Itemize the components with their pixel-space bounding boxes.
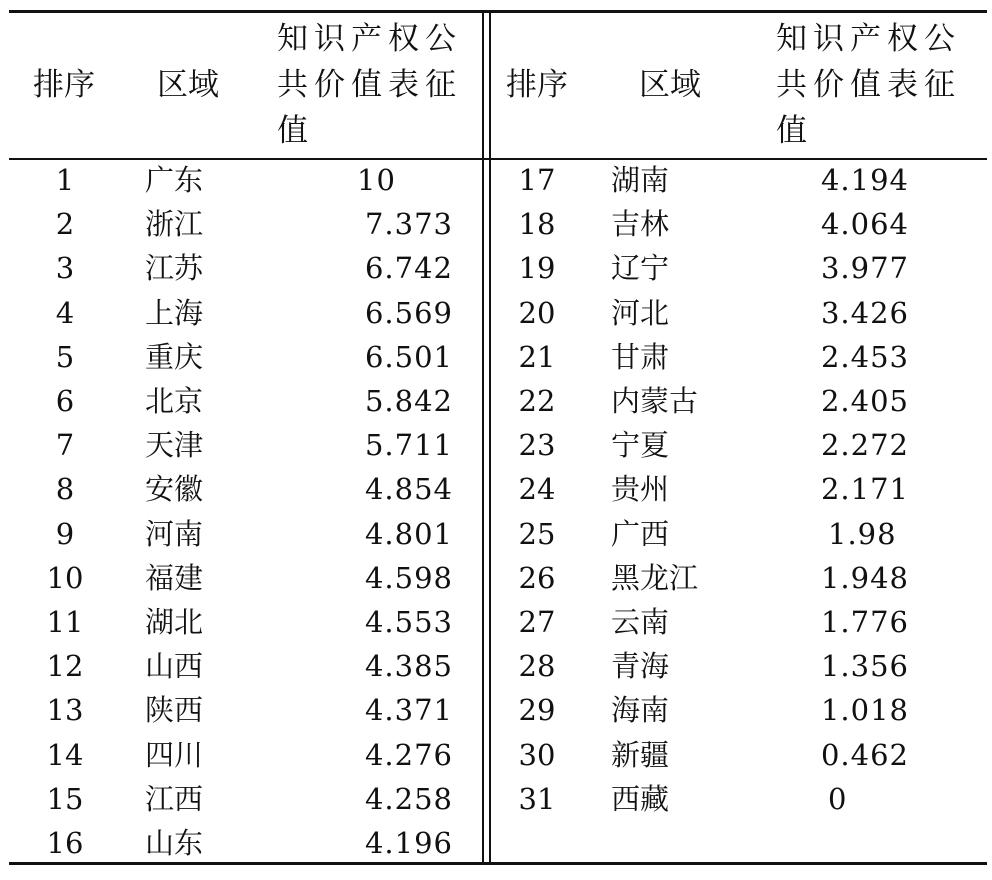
- table-cell-rank: 26: [518, 560, 556, 595]
- table-cell-rank: 1: [55, 163, 75, 197]
- table-cell-region: 陕西: [145, 693, 204, 728]
- table-cell-value: 4.801: [364, 516, 453, 551]
- table-cell-value: 1.776: [820, 605, 909, 639]
- table-cell-value: 2.453: [820, 339, 909, 374]
- table-cell-rank: 16: [46, 826, 84, 860]
- table-cell-value: 4.385: [364, 649, 453, 684]
- table-cell-region: 福建: [145, 560, 204, 595]
- table-cell-region: 山东: [145, 826, 204, 860]
- table-cell-region: 甘肃: [611, 339, 670, 374]
- table-cell-region: 广东: [145, 163, 204, 197]
- table-cell-region: 四川: [145, 737, 204, 772]
- table-cell-region: 青海: [611, 649, 670, 684]
- table-cell-region: 海南: [611, 693, 670, 728]
- table-cell-value: 1.356: [820, 649, 909, 684]
- table-cell-value: 0: [828, 781, 848, 816]
- table-cell-rank: 3: [55, 251, 75, 286]
- table-cell-rank: 12: [46, 649, 84, 684]
- column-divider: [482, 10, 484, 865]
- table-cell-region: 新疆: [611, 737, 670, 772]
- column-divider: [489, 10, 491, 865]
- table-cell-region: 辽宁: [611, 251, 670, 286]
- table-cell-value: 4.064: [820, 207, 909, 242]
- table-cell-region: 内蒙古: [611, 384, 699, 418]
- header-rank-right: 排序: [506, 67, 568, 103]
- table-cell-region: 江苏: [145, 251, 204, 286]
- table-cell-rank: 17: [518, 163, 556, 197]
- table-cell-rank: 28: [518, 649, 556, 684]
- table-cell-rank: 5: [55, 339, 75, 374]
- table-cell-value: 1.018: [820, 693, 909, 728]
- table-cell-value: 2.405: [820, 384, 909, 418]
- header-value-left: 知识产权公共价值表征值: [277, 21, 462, 149]
- ranking-table: [9, 10, 987, 866]
- table-cell-rank: 15: [46, 781, 84, 816]
- table-cell-value: 4.196: [364, 826, 453, 860]
- table-cell-region: 黑龙江: [611, 560, 699, 595]
- table-cell-value: 6.569: [364, 295, 453, 330]
- table-cell-value: 4.371: [364, 693, 453, 728]
- table-cell-rank: 10: [46, 560, 84, 595]
- table-cell-value: 4.553: [364, 605, 453, 639]
- table-cell-value: 4.854: [364, 472, 453, 507]
- table-cell-rank: 4: [55, 295, 75, 330]
- table-cell-rank: 9: [55, 516, 75, 551]
- table-cell-region: 西藏: [611, 781, 670, 816]
- table-cell-region: 贵州: [611, 472, 670, 507]
- table-cell-value: 5.842: [364, 384, 453, 418]
- table-cell-region: 广西: [611, 516, 670, 551]
- table-cell-value: 4.258: [364, 781, 453, 816]
- table-cell-region: 宁夏: [611, 428, 670, 463]
- table-cell-rank: 21: [518, 339, 556, 374]
- table-cell-region: 吉林: [611, 207, 670, 242]
- table-cell-value: 7.373: [364, 207, 453, 242]
- table-cell-rank: 22: [518, 384, 556, 418]
- table-cell-region: 湖北: [145, 605, 204, 639]
- table-cell-region: 山西: [145, 649, 204, 684]
- table-cell-rank: 29: [518, 693, 556, 728]
- table-cell-region: 河南: [145, 516, 204, 551]
- table-cell-region: 安徽: [145, 472, 204, 507]
- table-cell-rank: 14: [46, 737, 84, 772]
- header-value-right: 知识产权公共价值表征值: [776, 21, 961, 149]
- table-cell-rank: 31: [518, 781, 556, 816]
- table-cell-region: 河北: [611, 295, 670, 330]
- table-cell-value: 3.977: [820, 251, 909, 286]
- table-cell-value: 2.272: [820, 428, 909, 463]
- header-region-left: 区域: [157, 67, 219, 103]
- table-cell-rank: 27: [518, 605, 556, 639]
- table-cell-value: 6.501: [364, 339, 453, 374]
- table-cell-region: 湖南: [611, 163, 670, 197]
- table-top-rule: [9, 10, 987, 13]
- table-cell-region: 天津: [145, 428, 204, 463]
- table-cell-value: 0.462: [820, 737, 909, 772]
- table-cell-value: 1.948: [820, 560, 909, 595]
- table-cell-rank: 30: [518, 737, 556, 772]
- header-region-right: 区域: [639, 67, 701, 103]
- header-rank-left: 排序: [33, 67, 95, 103]
- table-cell-rank: 6: [55, 384, 75, 418]
- table-cell-value: 3.426: [820, 295, 909, 330]
- table-cell-value: 6.742: [364, 251, 453, 286]
- table-cell-rank: 8: [55, 472, 75, 507]
- table-cell-rank: 7: [55, 428, 75, 463]
- table-cell-rank: 25: [518, 516, 556, 551]
- table-cell-region: 上海: [145, 295, 204, 330]
- table-cell-rank: 18: [518, 207, 556, 242]
- table-cell-value: 5.711: [364, 428, 453, 463]
- table-cell-value: 4.598: [364, 560, 453, 595]
- table-cell-rank: 13: [46, 693, 84, 728]
- table-cell-value: 10: [357, 163, 396, 197]
- table-cell-region: 江西: [145, 781, 204, 816]
- table-cell-region: 浙江: [145, 207, 204, 242]
- table-cell-region: 北京: [145, 384, 204, 418]
- table-cell-rank: 11: [46, 605, 84, 639]
- table-cell-rank: 23: [518, 428, 556, 463]
- table-cell-rank: 24: [518, 472, 556, 507]
- table-cell-region: 云南: [611, 605, 670, 639]
- table-cell-rank: 19: [518, 251, 556, 286]
- table-cell-value: 1.98: [828, 516, 897, 551]
- table-cell-rank: 20: [518, 295, 556, 330]
- table-cell-value: 4.194: [820, 163, 909, 197]
- table-cell-region: 重庆: [145, 339, 204, 374]
- table-cell-value: 2.171: [820, 472, 909, 507]
- table-cell-value: 4.276: [364, 737, 453, 772]
- table-cell-rank: 2: [55, 207, 75, 242]
